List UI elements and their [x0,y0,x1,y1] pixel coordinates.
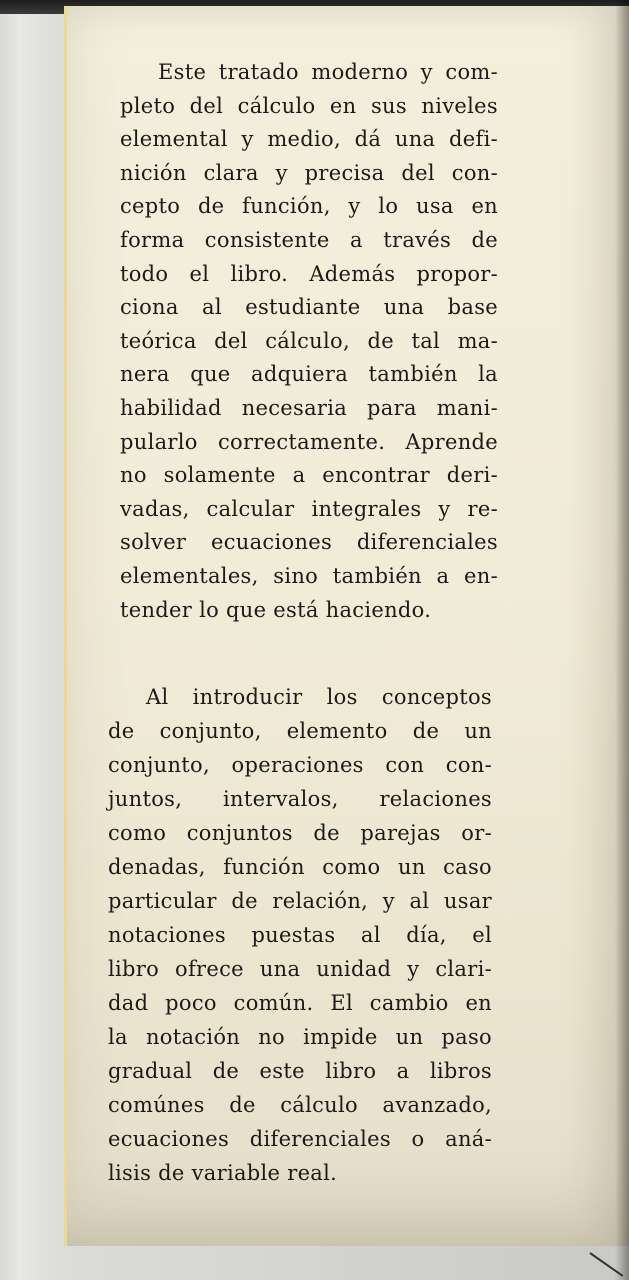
text-line: particular de relación, y al usar [108,889,492,913]
right-edge-shadow [615,0,629,1280]
text-line: libro ofrece una unidad y clari- [108,957,492,981]
paragraph-2 [108,680,492,1190]
paragraph-1 [120,56,498,627]
text-line: solver ecuaciones diferenciales [120,530,498,555]
text-line: la notación no impide un paso [108,1025,492,1049]
text-line: nera que adquiera también la [120,362,498,387]
text-line: denadas, función como un caso [108,855,492,879]
text-line: no solamente a encontrar deri- [120,463,498,488]
text-line: pularlo correctamente. Aprende [120,429,498,454]
text-line: nición clara y precisa del con- [120,160,498,185]
text-line: elemental y medio, dá una defi- [120,127,498,152]
text-line: conjunto, operaciones con con- [108,753,492,777]
text-line: cepto de función, y lo usa en [120,194,498,219]
text-line: habilidad necesaria para mani- [120,395,498,420]
text-line: lisis de variable real. [108,1161,338,1185]
text-line: como conjuntos de parejas or- [108,821,492,845]
text-line: Este tratado moderno y com- [158,60,498,84]
text-line: notaciones puestas al día, el [108,923,492,947]
text-line: juntos, intervalos, relaciones [108,787,492,811]
text-line: dad poco común. El cambio en [108,991,492,1015]
text-line: comúnes de cálculo avanzado, [108,1093,492,1117]
text-line: teórica del cálculo, de tal ma- [120,328,498,353]
text-line: ecuaciones diferenciales o aná- [108,1127,492,1151]
text-line: ciona al estudiante una base [120,295,498,320]
text-line: vadas, calcular integrales y re- [120,496,498,521]
text-line: de conjunto, elemento de un [108,719,492,743]
text-line: tender lo que está haciendo. [120,597,432,622]
text-line: Al introducir los conceptos [146,685,492,709]
text-line: gradual de este libro a libros [108,1059,492,1083]
text-line: forma consistente a través de [120,227,498,252]
text-line: pleto del cálculo en sus niveles [120,93,498,118]
text-line: elementales, sino también a en- [120,563,498,588]
text-line: todo el libro. Además propor- [120,261,498,286]
